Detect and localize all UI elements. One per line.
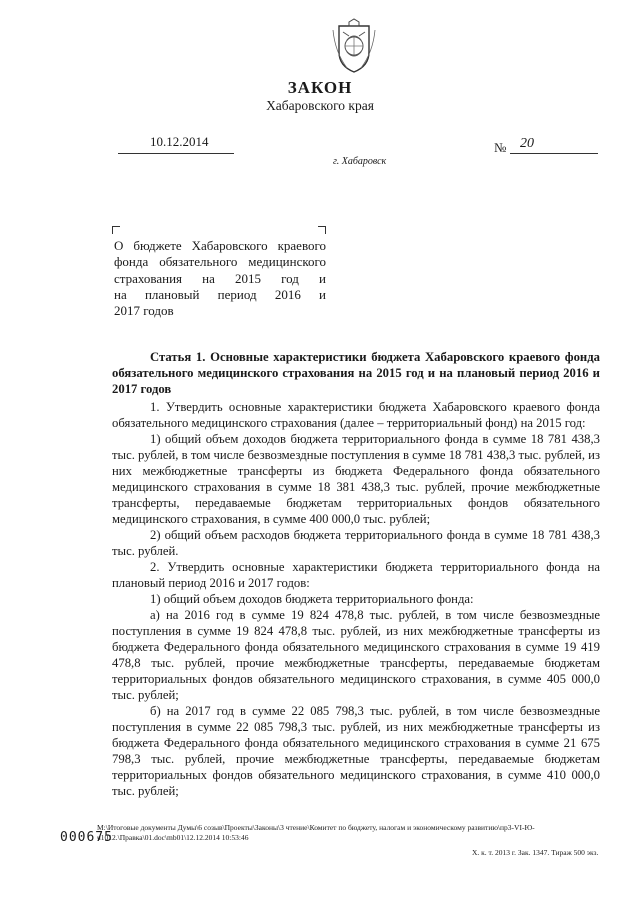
print-info: Х. к. т. 2013 г. Зак. 1347. Тираж 500 экз. (472, 848, 599, 857)
paragraph: б) на 2017 год в сумме 22 085 798,3 тыс. рублей, в том числе безвозмездные поступления в сумме 22 085 798,3 тыс. рублей, из них межбюджетные трансферты из бюджета Федерального фонда обязательного медицинского страхования в сумме 21 675 798,3 тыс. рублей, прочие межбюджетные трансферты, передаваемые бюджетам территориальных фондов обязательного медицинского страхования, в сумме 410 000,0 тыс. рублей; (112, 704, 600, 798)
file-path-footer: М:\Итоговые документы Думы\6 созыв\Проекты\Законы\3 чтение\Комитет по бюджету, налогам и экономическому развитию\пр3-VI-Ю-ч1012.\Правка\01.doc\mb01\12.12.2014 10:53:46 (97, 823, 535, 842)
article-body (112, 349, 600, 799)
adoption-date: 10.12.2014 (150, 134, 209, 149)
coat-of-arms-icon (325, 18, 383, 76)
paragraph: 2. Утвердить основные характеристики бюджета территориального фонда на плановый период 2016 и 2017 годов: (112, 560, 600, 590)
subject-corner-left (112, 226, 120, 234)
subject-line: О бюджете Хабаровского краевого (114, 238, 326, 253)
paragraph: а) на 2016 год в сумме 19 824 478,8 тыс. рублей, в том числе безвозмездные поступления в сумме 19 824 478,8 тыс. рублей, из них межбюджетные трансферты из бюджета Федерального фонда обязательного медицинского страхования в сумме 19 419 478,8 тыс. рублей, прочие межбюджетные трансферты, передаваемые бюджетам территориальных фондов обязательного медицинского страхования, в сумме 405 000,0 тыс. рублей; (112, 608, 600, 702)
subject-line: на плановый период 2016 и (114, 286, 326, 302)
paragraph: 1) общий объем доходов бюджета территориального фонда: (150, 592, 474, 606)
number-label: № (494, 140, 507, 155)
law-number: 20 (520, 136, 534, 151)
subject-line: страхования на 2015 год и (114, 270, 326, 286)
paragraph: 1. Утвердить основные характеристики бюджета Хабаровского краевого фонда обязательного медицинского страхования (далее – территориальный фонд) на 2015 год: (112, 400, 600, 430)
law-subject (114, 238, 326, 319)
city-name: г. Хабаровск (333, 156, 387, 167)
subject-line: 2017 годов (114, 303, 174, 319)
date-underline (118, 153, 234, 154)
paragraph: 1) общий объем доходов бюджета территориального фонда в сумме 18 781 438,3 тыс. рублей, в том числе безвозмездные поступления в сумме 18 781 438,3 тыс. рублей, из них межбюджетные трансферты из бюджета Федерального фонда обязательного медицинского страхования в сумме 18 381 438,3 тыс. рублей, прочие межбюджетные трансферты, передаваемые бюджетам территориальных фондов обязательного медицинского страхования, в сумме 400 000,0 тыс. рублей; (112, 432, 600, 526)
document-region: Хабаровского края (266, 98, 374, 113)
subject-line: фонда обязательного медицинского (114, 254, 326, 270)
article-heading: Статья 1. Основные характеристики бюджета Хабаровского краевого фонда обязательного медицинского страхования на 2015 год и на плановый период 2016 и 2017 годов (112, 350, 600, 396)
paragraph: 2) общий объем расходов бюджета территориального фонда в сумме 18 781 438,3 тыс. рублей. (112, 528, 600, 558)
subject-corner-right (318, 226, 326, 234)
document-title: ЗАКОН (287, 78, 353, 97)
document-barcode: 000675 (60, 830, 113, 845)
number-underline (510, 153, 598, 154)
